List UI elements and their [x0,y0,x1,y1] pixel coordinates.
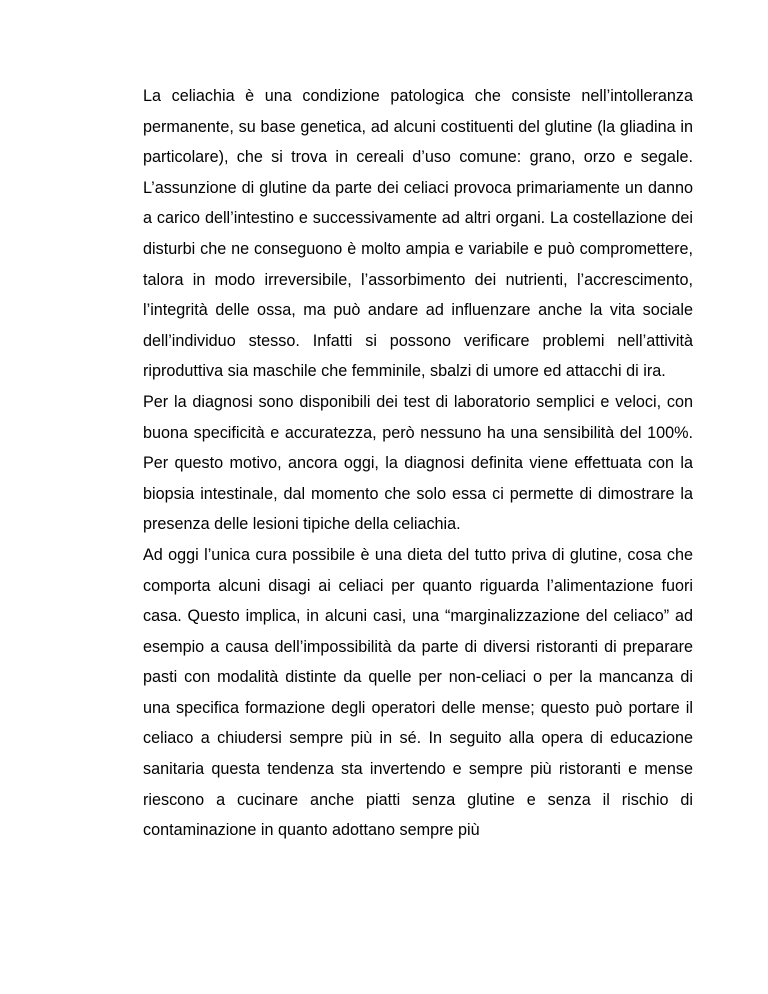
paragraph-2: Per la diagnosi sono disponibili dei test di laboratorio semplici e veloci, con buona specificità e accuratezza, però nessuno ha una sensibilità del 100%. Per questo motivo, ancora oggi, la diagnosi definita viene effettuata con la biopsia intestinale, dal momento che solo essa ci permette di dimostrare la presenza delle lesioni tipiche della celiachia. [143,392,693,534]
body-text [143,81,693,846]
paragraph-3: Ad oggi l’unica cura possibile è una dieta del tutto priva di glutine, cosa che comporta alcuni disagi ai celiaci per quanto riguarda l’alimentazione fuori casa. Questo implica, in alcuni casi, una “marginalizzazione del celiaco” ad esempio a causa dell’impossibilità da parte di diversi ristoranti di preparare pasti con modalità distinte da quelle per non-celiaci o per la mancanza di una specifica formazione degli operatori delle mense; questo può portare il celiaco a chiudersi sempre più in sé. In seguito alla opera di educazione sanitaria questa tendenza sta invertendo e sempre più ristoranti e mense riescono a cucinare anche piatti senza glutine e senza il rischio di contaminazione in quanto adottano sempre più [143,545,693,840]
paragraph-1: La celiachia è una condizione patologica che consiste nell’intolleranza permanente, su base genetica, ad alcuni costituenti del glutine (la gliadina in particolare), che si trova in cereali d’uso comune: grano, orzo e segale. L’assunzione di glutine da parte dei celiaci provoca primariamente un danno a carico dell’intestino e successivamente ad altri organi. La costellazione dei disturbi che ne conseguono è molto ampia e variabile e può compromettere, talora in modo irreversibile, l’assorbimento dei nutrienti, l’accrescimento, l’integrità delle ossa, ma può andare ad influenzare anche la vita sociale dell’individuo stesso. Infatti si possono verificare problemi nell’attività riproduttiva sia maschile che femminile, sbalzi di umore ed attacchi di ira. [143,87,693,381]
